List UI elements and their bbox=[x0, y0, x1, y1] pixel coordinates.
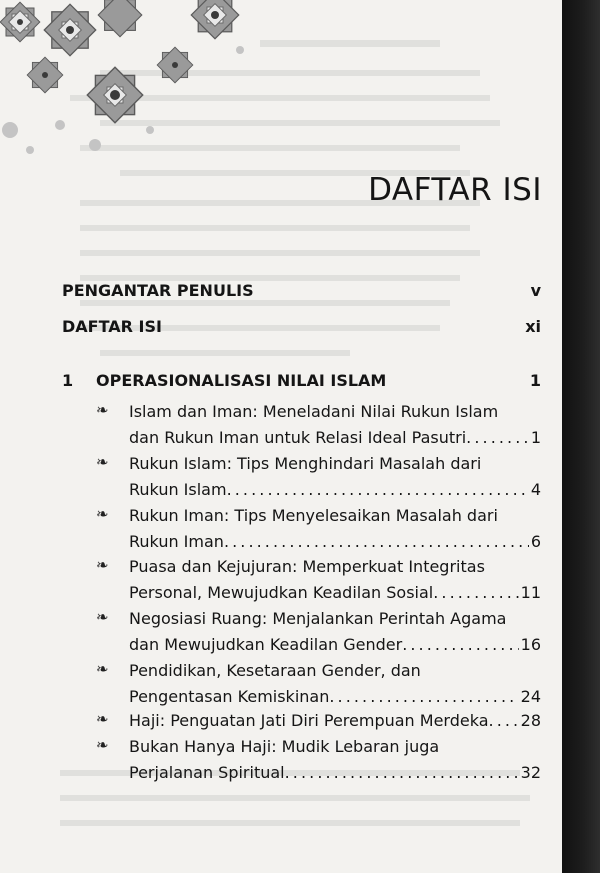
page-title: DAFTAR ISI bbox=[368, 172, 542, 208]
fleuron-icon: ❧ bbox=[96, 710, 109, 728]
toc-entry[interactable] bbox=[96, 503, 541, 555]
entry-page: 24 bbox=[520, 687, 541, 706]
entry-title-line: Negosiasi Ruang: Menjalankan Perintah Agama bbox=[129, 609, 507, 628]
entry-title-line: Haji: Penguatan Jati Diri Perempuan Merdeka bbox=[129, 711, 489, 730]
dark-page-edge bbox=[562, 0, 600, 873]
chapter-page: 1 bbox=[529, 371, 541, 390]
dot-leader bbox=[329, 684, 518, 710]
entry-page: 32 bbox=[520, 763, 541, 782]
entry-title-line: Rukun Iman bbox=[129, 532, 224, 551]
dot-leader bbox=[285, 760, 519, 786]
dot-leader bbox=[227, 477, 529, 503]
chapter-number: 1 bbox=[62, 371, 74, 390]
dot-leader bbox=[402, 632, 518, 658]
fleuron-icon: ❧ bbox=[96, 505, 109, 523]
entry-page: 1 bbox=[530, 428, 541, 447]
front-matter-page: xi bbox=[525, 317, 541, 336]
toc-entry[interactable] bbox=[96, 451, 541, 503]
entry-title-line: Personal, Mewujudkan Keadilan Sosial bbox=[129, 583, 434, 602]
entry-page: 16 bbox=[520, 635, 541, 654]
fleuron-icon: ❧ bbox=[96, 401, 109, 419]
toc-entry[interactable] bbox=[96, 734, 541, 786]
entry-page: 11 bbox=[520, 583, 541, 602]
toc-entry[interactable] bbox=[96, 708, 541, 734]
entry-title-line: Rukun Islam bbox=[129, 480, 227, 499]
front-matter-label: DAFTAR ISI bbox=[62, 317, 162, 336]
entry-page: 4 bbox=[530, 480, 541, 499]
entry-title-line: dan Mewujudkan Keadilan Gender bbox=[129, 635, 403, 654]
entry-title-line: Islam dan Iman: Meneladani Nilai Rukun Islam bbox=[129, 402, 499, 421]
front-matter-label: PENGANTAR PENULIS bbox=[62, 281, 254, 300]
front-matter-page: v bbox=[530, 281, 541, 300]
entry-title-line: Rukun Islam: Tips Menghindari Masalah dari bbox=[129, 454, 482, 473]
fleuron-icon: ❧ bbox=[96, 556, 109, 574]
toc-entry[interactable] bbox=[96, 554, 541, 606]
entry-title-line: dan Rukun Iman untuk Relasi Ideal Pasutri bbox=[129, 428, 467, 447]
fleuron-icon: ❧ bbox=[96, 736, 109, 754]
toc-entry[interactable] bbox=[96, 606, 541, 658]
entry-title-line: Puasa dan Kejujuran: Memperkuat Integritas bbox=[129, 557, 485, 576]
fleuron-icon: ❧ bbox=[96, 660, 109, 678]
entry-page: 6 bbox=[530, 532, 541, 551]
dot-leader bbox=[224, 529, 529, 555]
dot-leader bbox=[433, 580, 518, 606]
dot-leader bbox=[466, 425, 529, 451]
fleuron-icon: ❧ bbox=[96, 608, 109, 626]
entry-page: 28 bbox=[520, 711, 541, 730]
front-matter-item[interactable] bbox=[62, 281, 541, 300]
entry-title-line: Perjalanan Spiritual bbox=[129, 763, 285, 782]
entry-title-line: Rukun Iman: Tips Menyelesaikan Masalah dari bbox=[129, 506, 498, 525]
dot-leader bbox=[489, 708, 519, 734]
chapter-title: OPERASIONALISASI NILAI ISLAM bbox=[96, 371, 387, 390]
entry-title-line: Bukan Hanya Haji: Mudik Lebaran juga bbox=[129, 737, 440, 756]
fleuron-icon: ❧ bbox=[96, 453, 109, 471]
toc-entry[interactable] bbox=[96, 658, 541, 710]
entry-title-line: Pengentasan Kemiskinan bbox=[129, 687, 330, 706]
geometric-ornament bbox=[0, 0, 280, 170]
front-matter-item[interactable] bbox=[62, 317, 541, 336]
entry-title-line: Pendidikan, Kesetaraan Gender, dan bbox=[129, 661, 421, 680]
chapter-heading[interactable] bbox=[62, 371, 541, 390]
toc-entry[interactable] bbox=[96, 399, 541, 451]
